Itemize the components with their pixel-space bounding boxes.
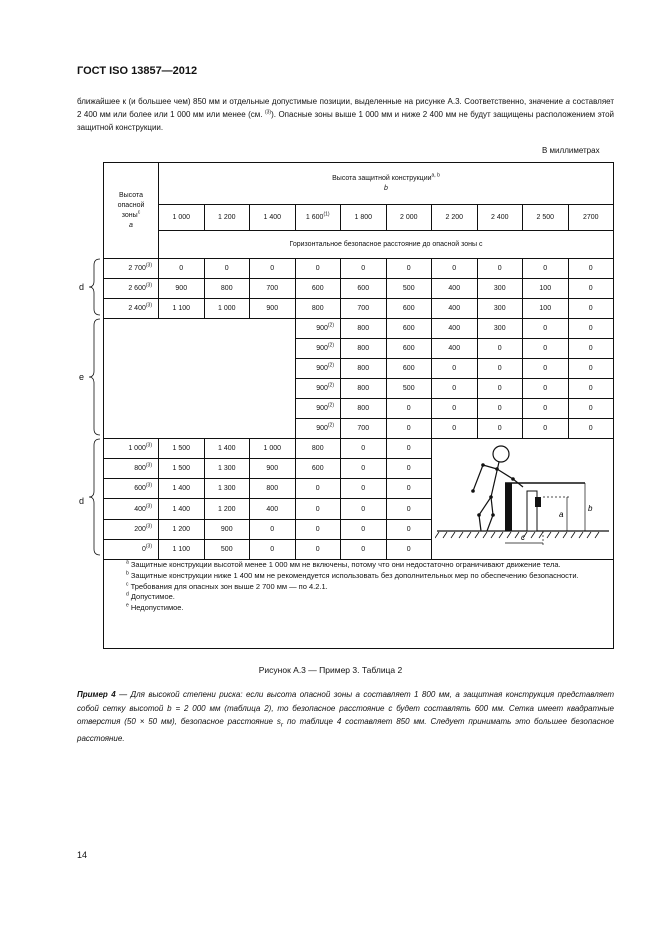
column-header: 1 400 bbox=[250, 205, 296, 231]
table-row bbox=[104, 259, 614, 279]
distance-cell: 1 300 bbox=[204, 479, 250, 499]
distance-header: Горизонтальное безопасное расстояние до опасной зоны c bbox=[159, 231, 614, 259]
distance-cell: 700 bbox=[341, 419, 387, 439]
zone-height-cell: 900$^{(2)}$ bbox=[295, 379, 341, 399]
brace-d-bottom bbox=[89, 439, 100, 555]
units-label: В миллиметрах bbox=[542, 146, 600, 155]
distance-cell: 0 bbox=[432, 419, 478, 439]
column-header: 1 600$^{(1)}$ bbox=[295, 205, 341, 231]
distance-cell: 0 bbox=[432, 399, 478, 419]
row-group-braces bbox=[88, 257, 104, 557]
distance-cell: 0 bbox=[523, 379, 569, 399]
distance-cell: 900 bbox=[250, 459, 296, 479]
distance-cell: 0 bbox=[386, 499, 432, 519]
distance-cell: 900 bbox=[250, 299, 296, 319]
brace-d-top bbox=[89, 259, 100, 315]
distance-cell: 400 bbox=[432, 339, 478, 359]
distance-cell: 0 bbox=[568, 299, 614, 319]
column-header: 1 800 bbox=[341, 205, 387, 231]
distance-cell: 400 bbox=[432, 319, 478, 339]
column-header: 2 500 bbox=[523, 205, 569, 231]
column-header: 1 000 bbox=[159, 205, 205, 231]
column-header: 1 200 bbox=[204, 205, 250, 231]
distance-cell: 500 bbox=[204, 539, 250, 559]
distance-cell: 900 bbox=[204, 519, 250, 539]
zone-height-cell: 900$^{(2)}$ bbox=[295, 399, 341, 419]
distance-cell: 300 bbox=[477, 299, 523, 319]
distance-cell: 0 bbox=[386, 539, 432, 559]
label-b: b bbox=[587, 504, 592, 513]
distance-cell: 800 bbox=[341, 319, 387, 339]
distance-cell: 0 bbox=[477, 339, 523, 359]
zone-height-cell: 200$^{(3)}$ bbox=[104, 519, 159, 539]
distance-cell: 0 bbox=[204, 259, 250, 279]
distance-cell: 1 200 bbox=[159, 519, 205, 539]
distance-cell: 900 bbox=[159, 279, 205, 299]
distance-cell: 0 bbox=[295, 539, 341, 559]
distance-cell: 0 bbox=[341, 259, 387, 279]
distance-cell: 0 bbox=[386, 439, 432, 459]
distance-cell: 800 bbox=[341, 399, 387, 419]
distance-cell: 800 bbox=[295, 439, 341, 459]
note-item: $^b$ Защитные конструкции ниже 1 400 мм не рекомендуется использовать без дополнительных мер по обеспечению безопасности. bbox=[126, 570, 579, 580]
distance-cell: 0 bbox=[341, 479, 387, 499]
distance-cell: 0 bbox=[341, 539, 387, 559]
distance-cell: 800 bbox=[250, 479, 296, 499]
column-header: 2700 bbox=[568, 205, 614, 231]
distance-cell: 0 bbox=[250, 259, 296, 279]
distance-cell: 600 bbox=[341, 279, 387, 299]
zone-height-cell: 900$^{(2)}$ bbox=[295, 359, 341, 379]
brace-label-e: e bbox=[79, 372, 85, 382]
distance-cell: 300 bbox=[477, 279, 523, 299]
note-item: $^c$ Требования для опасных зон выше 2 700 мм — по 4.2.1. bbox=[126, 581, 328, 591]
distance-cell: 0 bbox=[432, 359, 478, 379]
distance-cell: 600 bbox=[386, 339, 432, 359]
distance-cell: 0 bbox=[386, 459, 432, 479]
distance-cell: 0 bbox=[295, 259, 341, 279]
distance-cell: 600 bbox=[295, 279, 341, 299]
barrier-post bbox=[505, 483, 512, 531]
distance-cell: 100 bbox=[523, 279, 569, 299]
distance-cell: 300 bbox=[477, 319, 523, 339]
distance-cell: 1 500 bbox=[159, 439, 205, 459]
distance-cell: 400 bbox=[432, 299, 478, 319]
distance-cell: 0 bbox=[568, 399, 614, 419]
distance-cell: 0 bbox=[568, 279, 614, 299]
distance-cell: 800 bbox=[204, 279, 250, 299]
distance-cell: 1 400 bbox=[159, 479, 205, 499]
zone-height-cell: 900$^{(2)}$ bbox=[295, 419, 341, 439]
note-item: $^e$ Недопустимое. bbox=[126, 602, 184, 613]
distance-cell: 800 bbox=[341, 359, 387, 379]
label-c: c bbox=[520, 533, 525, 542]
distance-cell: 100 bbox=[523, 299, 569, 319]
zone-height-header: Высота опасной зоны$^c$ a bbox=[104, 163, 159, 259]
example-paragraph: Пример 4 — Для высокой степени риска: если высота опасной зоны a составляет 1 800 мм, а защитная конструкция представляет собой сетку высотой b = 2 000 мм (таблица 2), то безопасное расстояние c будет составлять 600 мм. Сетка имеет квадратные отверстия (50 × 50 мм), безопасное расстояние $s_r$ по таблице 4 составляет 850 мм. Следует принимать это большее безопасное расстояние. bbox=[77, 690, 615, 744]
zone-height-cell: 2 600$^{(3)}$ bbox=[104, 279, 159, 299]
distance-cell: 0 bbox=[523, 259, 569, 279]
brace-label-d2: d bbox=[79, 496, 85, 506]
distance-cell: 1 100 bbox=[159, 299, 205, 319]
distance-cell: 0 bbox=[386, 419, 432, 439]
zone-height-cell: 1 000$^{(3)}$ bbox=[104, 439, 159, 459]
distance-cell: 0 bbox=[477, 379, 523, 399]
distance-cell: 0 bbox=[523, 419, 569, 439]
distance-cell: 700 bbox=[250, 279, 296, 299]
distance-cell: 0 bbox=[250, 519, 296, 539]
note-item: $^d$ Допустимое. bbox=[126, 591, 175, 602]
distance-cell: 0 bbox=[432, 379, 478, 399]
distance-cell: 0 bbox=[523, 339, 569, 359]
distance-cell: 0 bbox=[159, 259, 205, 279]
figure-caption: Рисунок А.3 — Пример 3. Таблица 2 bbox=[258, 665, 403, 675]
distance-cell: 500 bbox=[386, 279, 432, 299]
distance-cell: 0 bbox=[568, 379, 614, 399]
distance-cell: 800 bbox=[341, 379, 387, 399]
distance-cell: 1 500 bbox=[159, 459, 205, 479]
distance-cell: 800 bbox=[341, 339, 387, 359]
distance-cell: 700 bbox=[341, 299, 387, 319]
distance-cell: 1 000 bbox=[250, 439, 296, 459]
distance-cell: 600 bbox=[386, 359, 432, 379]
distance-cell: 0 bbox=[568, 339, 614, 359]
distance-cell: 0 bbox=[568, 319, 614, 339]
column-header: 2 200 bbox=[432, 205, 478, 231]
distance-cell: 600 bbox=[386, 319, 432, 339]
label-a: a bbox=[558, 510, 563, 519]
zone-height-cell: 400$^{(3)}$ bbox=[104, 499, 159, 519]
distance-cell: 0 bbox=[341, 459, 387, 479]
distance-cell: 600 bbox=[386, 299, 432, 319]
zone-height-cell: 800$^{(3)}$ bbox=[104, 459, 159, 479]
illustration-cell bbox=[432, 439, 614, 560]
distance-cell: 0 bbox=[341, 499, 387, 519]
distance-cell: 0 bbox=[386, 399, 432, 419]
distance-cell: 0 bbox=[477, 359, 523, 379]
document-header: ГОСТ ISO 13857—2012 bbox=[77, 65, 198, 77]
note-item: $^a$ Защитные конструкции высотой менее 1 000 мм не включены, потому что они недостаточно ограничивают движение тела. bbox=[126, 559, 561, 569]
table-row bbox=[104, 439, 614, 459]
distance-cell: 1 100 bbox=[159, 539, 205, 559]
distance-cell: 0 bbox=[341, 439, 387, 459]
column-header: 2 000 bbox=[386, 205, 432, 231]
table-notes bbox=[112, 560, 608, 614]
page-number: 14 bbox=[77, 850, 88, 860]
zone-height-cell: 2 400$^{(3)}$ bbox=[104, 299, 159, 319]
distance-cell: 0 bbox=[386, 479, 432, 499]
blank-region bbox=[104, 319, 296, 439]
distance-cell: 0 bbox=[523, 399, 569, 419]
distance-cell: 400 bbox=[250, 499, 296, 519]
zone-height-cell: 600$^{(3)}$ bbox=[104, 479, 159, 499]
distance-cell: 0 bbox=[568, 259, 614, 279]
structure-height-header: Высота защитной конструкции$^{a, b}$ b bbox=[159, 163, 614, 205]
distance-cell: 0 bbox=[295, 519, 341, 539]
distance-cell: 0 bbox=[568, 359, 614, 379]
distance-cell: 0 bbox=[477, 399, 523, 419]
column-header: 2 400 bbox=[477, 205, 523, 231]
zone-height-cell: 900$^{(2)}$ bbox=[295, 319, 341, 339]
distance-cell: 500 bbox=[386, 379, 432, 399]
distance-cell: 0 bbox=[432, 259, 478, 279]
distance-cell: 0 bbox=[568, 419, 614, 439]
distance-cell: 0 bbox=[295, 479, 341, 499]
distance-cell: 1 000 bbox=[204, 299, 250, 319]
distance-cell: 800 bbox=[295, 299, 341, 319]
distance-cell: 1 300 bbox=[204, 459, 250, 479]
zone-height-cell: 0$^{(3)}$ bbox=[104, 539, 159, 559]
table-row bbox=[104, 299, 614, 319]
distance-cell: 1 400 bbox=[159, 499, 205, 519]
table-row bbox=[104, 319, 614, 339]
distance-cell: 600 bbox=[295, 459, 341, 479]
distance-cell: 1 400 bbox=[204, 439, 250, 459]
zone-height-cell: 900$^{(2)}$ bbox=[295, 339, 341, 359]
distance-cell: 0 bbox=[250, 539, 296, 559]
distance-cell: 0 bbox=[341, 519, 387, 539]
distance-cell: 0 bbox=[523, 359, 569, 379]
distance-cell: 0 bbox=[386, 259, 432, 279]
table-row bbox=[104, 279, 614, 299]
person-figure bbox=[473, 446, 523, 531]
distance-cell: 400 bbox=[432, 279, 478, 299]
distance-cell: 0 bbox=[295, 499, 341, 519]
zone-height-cell: 2 700$^{(3)}$ bbox=[104, 259, 159, 279]
distance-cell: 0 bbox=[523, 319, 569, 339]
brace-e bbox=[89, 319, 100, 435]
person-barrier-illustration bbox=[435, 439, 611, 557]
distance-cell: 0 bbox=[477, 419, 523, 439]
distance-cell: 1 200 bbox=[204, 499, 250, 519]
brace-label-d1: d bbox=[79, 282, 85, 292]
distance-cell: 0 bbox=[386, 519, 432, 539]
distance-cell: 0 bbox=[477, 259, 523, 279]
intro-paragraph: ближайшее к (и большее чем) 850 мм и отдельные допустимые позиции, выделенные на рисунке А.3. Соответственно, значение a составляет 2 400 мм или более или 1 000 мм или менее (см. $^{(3)}$). Опасные зоны выше 1 000 мм и ниже 2 400 мм не будут защищены расположением этой защитной конструкции. bbox=[77, 97, 615, 132]
